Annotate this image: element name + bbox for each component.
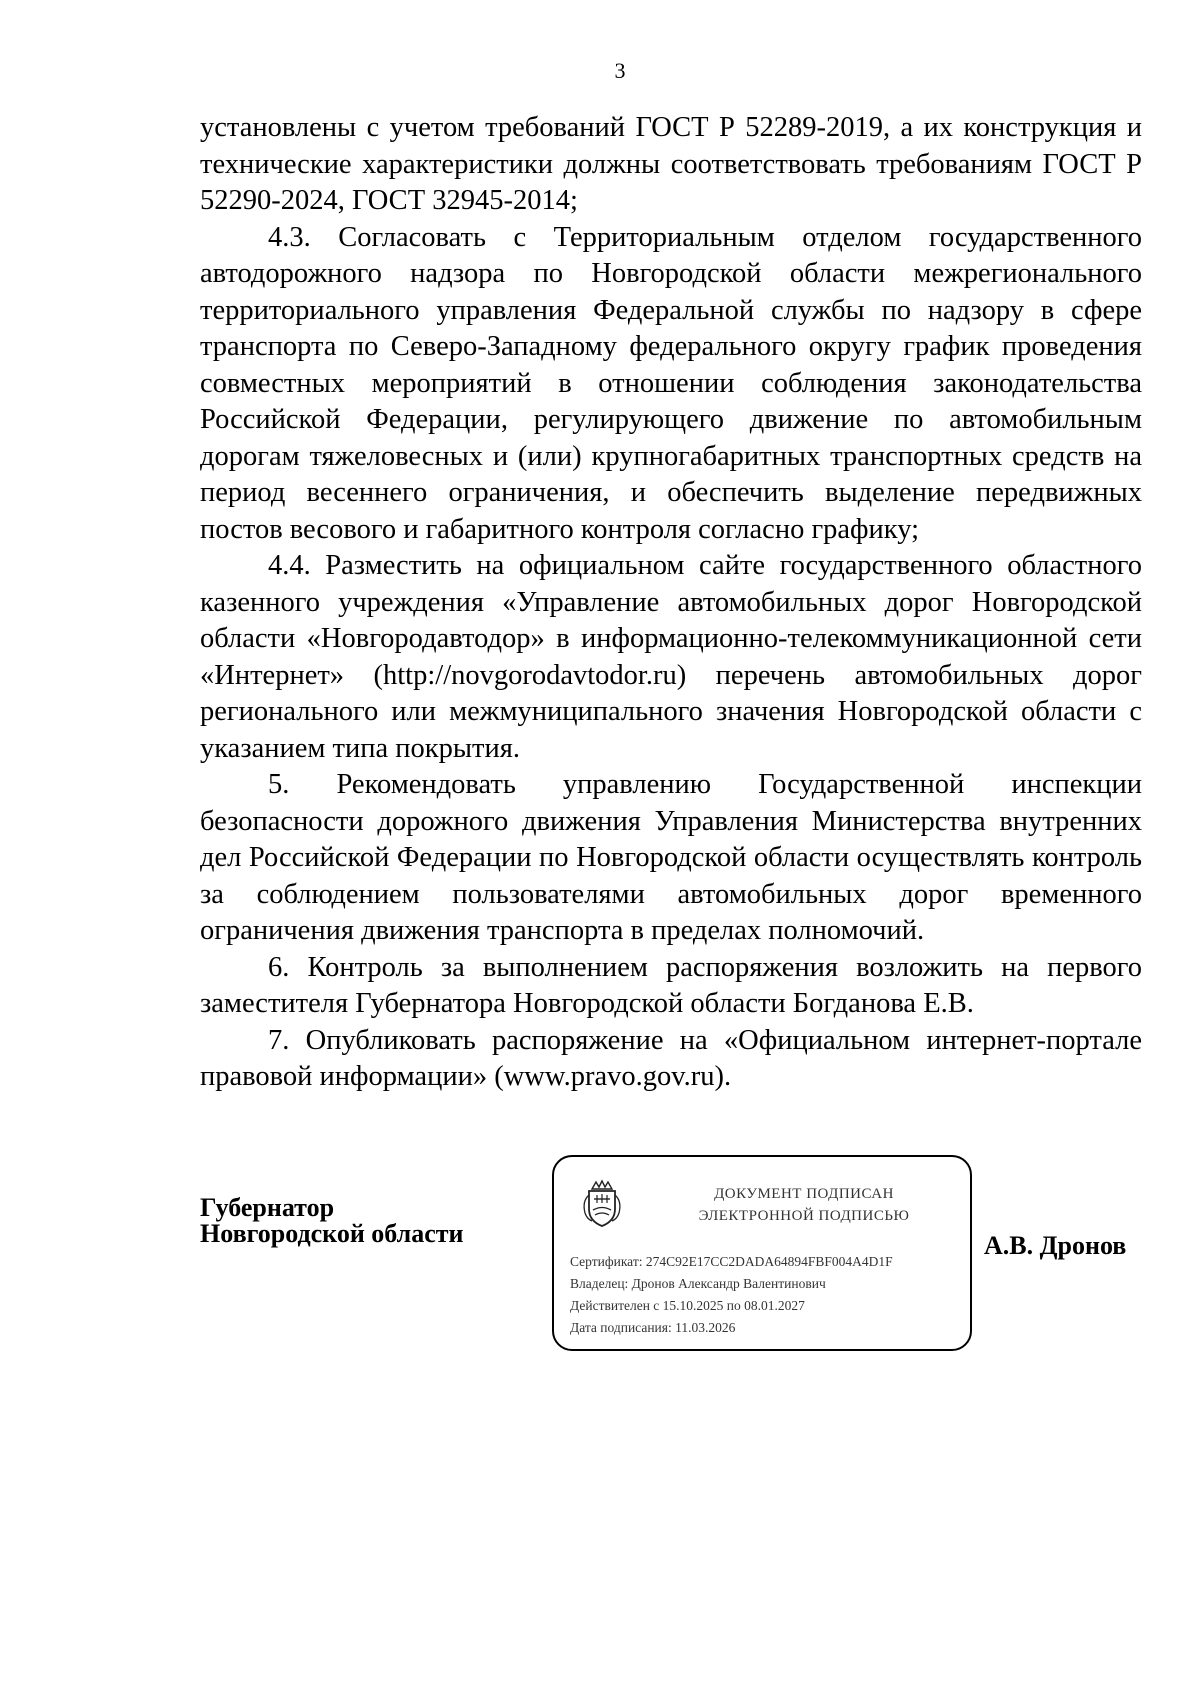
- stamp-header: [664, 1183, 944, 1227]
- electronic-signature-stamp: [552, 1155, 972, 1351]
- stamp-sign-date: Дата подписания: 11.03.2026: [570, 1320, 736, 1335]
- page-number: 3: [614, 58, 626, 83]
- paragraph-5: 5. Рекомендовать управлению Государственной инспекции безопасности дорожного движения Управления Министерства внутренних дел Российской Федерации по Новгородской области осуществлять контроль за соблюдением пользователями автомобильных дорог временного ограничения движения транспорта в пределах полномочий.: [200, 769, 1142, 946]
- stamp-header-line2: ЭЛЕКТРОННОЙ ПОДПИСЬЮ: [698, 1208, 910, 1224]
- paragraph-continuation: установлены с учетом требований ГОСТ Р 52289-2019, а их конструкция и технические характеристики должны соответствовать требованиям ГОСТ Р 52290-2024, ГОСТ 32945-2014;: [200, 112, 1142, 216]
- signatory-title-line1: Губернатор: [200, 1193, 335, 1222]
- signatory-title: [200, 1195, 464, 1247]
- paragraph-6: 6. Контроль за выполнением распоряжения возложить на первого заместителя Губернатора Новгородской области Богданова Е.В.: [200, 951, 1142, 1019]
- document-body: [200, 110, 1142, 1096]
- stamp-certificate: Сертификат: 274C92E17CC2DADA64894FBF004A4D1F: [570, 1254, 893, 1269]
- stamp-validity: Действителен с 15.10.2025 по 08.01.2027: [570, 1298, 805, 1313]
- paragraph-4-4: 4.4. Разместить на официальном сайте государственного областного казенного учреждения «Управление автомобильных дорог Новгородской области «Новгородавтодор» в информационно-телекоммуникационной сети «Интернет» (http://novgorodavtodor.ru) перечень автомобильных дорог регионального или межмуниципального значения Новгородской области с указанием типа покрытия.: [200, 550, 1142, 764]
- signatory-title-line2: Новгородской области: [200, 1219, 464, 1248]
- stamp-details: [570, 1251, 893, 1339]
- stamp-header-line1: ДОКУМЕНТ ПОДПИСАН: [714, 1186, 894, 1202]
- paragraph-7: 7. Опубликовать распоряжение на «Официальном интернет-портале правовой информации» (www.pravo.gov.ru).: [200, 1024, 1142, 1092]
- paragraph-4-3: 4.3. Согласовать с Территориальным отделом государственного автодорожного надзора по Новгородской области межрегионального территориального управления Федеральной службы по надзору в сфере транспорта по Северо-Западному федерального округу график проведения совместных мероприятий в отношении соблюдения законодательства Российской Федерации, регулирующего движение по автомобильным дорогам тяжеловесных и (или) крупногабаритных транспортных средств на период весеннего ограничения, и обеспечить выделение передвижных постов весового и габаритного контроля согласно графику;: [200, 221, 1142, 545]
- coat-of-arms-icon: [580, 1179, 624, 1229]
- signatory-name: А.В. Дронов: [984, 1231, 1127, 1260]
- stamp-owner: Владелец: Дронов Александр Валентинович: [570, 1276, 826, 1291]
